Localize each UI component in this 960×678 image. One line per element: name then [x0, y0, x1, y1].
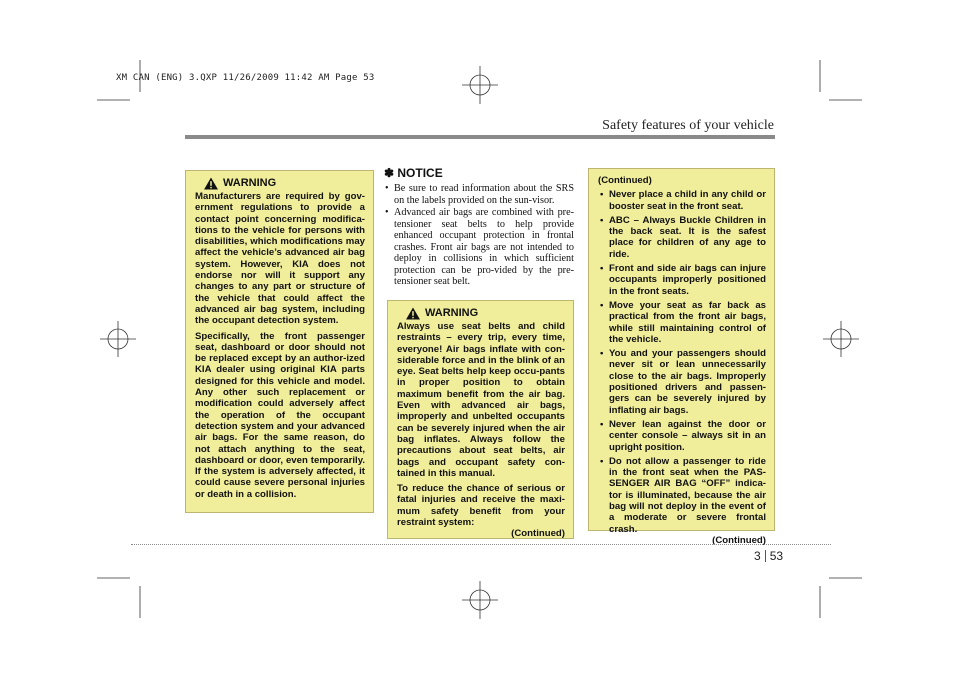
warning-box-left — [185, 170, 374, 513]
warning-list-item: • Never place a child in any child or booster seat in the front seat. — [598, 189, 766, 212]
warning-triangle-icon — [203, 177, 219, 190]
warning-list-item: • Front and side air bags can injure occupants improperly positioned in the front seats. — [598, 263, 766, 297]
notice-title: ✽ NOTICE — [384, 166, 443, 180]
chapter-number: 3 — [754, 549, 761, 563]
notice-item: • Be sure to read information about the SRS on the labels provided on the sun-visor. — [384, 183, 574, 206]
continued-label: (Continued) — [598, 175, 652, 186]
page-number — [754, 549, 783, 563]
registration-mark-icon — [462, 581, 498, 619]
warning-paragraph: Manufacturers are required by gov-ernment regulations to provide a contact point concerning modifica-tions to the vehicle for persons with disabilities, which modifications may affect the vehicle’s advanced air bag system. However, KIA does not endorse nor will it support any changes to any part or structure of the vehicle that could affect the advanced air bag system, including the occupant detection system. — [195, 191, 365, 327]
warning-list-item: • Never lean against the door or center console – always sit in an upright position. — [598, 419, 766, 453]
warning-list-item: • You and your passengers should never sit or lean unnecessarily close to the air bags. Improperly positioned drivers and passen-gers can be severely injured by inflating air bags. — [598, 348, 766, 416]
continued-label: (Continued) — [511, 528, 565, 540]
registration-mark-icon — [823, 321, 859, 357]
footer-rule — [131, 544, 831, 545]
warning-triangle-icon — [405, 307, 421, 320]
header-rule — [185, 135, 775, 139]
registration-mark-icon — [462, 66, 498, 104]
section-title: Safety features of your vehicle — [602, 118, 774, 133]
warning-heading — [203, 177, 365, 190]
page-number-value: 53 — [769, 549, 784, 563]
warning-title: WARNING — [223, 176, 277, 189]
registration-mark-icon — [100, 321, 136, 357]
warning-paragraph: To reduce the chance of serious or fatal injuries and receive the maxi-mum safety benefit from your restraint system: — [397, 483, 565, 529]
notice-item: • Advanced air bags are combined with pre-tensioner seat belts to help provide enhanced occupant protection in frontal crashes. Front air bags are not intended to deploy in collisions in which sufficient protection can be pro-vided by the pre-tensioner seat belt. — [384, 207, 574, 288]
notice-block — [384, 166, 574, 289]
warning-box-middle — [387, 300, 574, 539]
warning-paragraph: Specifically, the front passenger seat, dashboard or door should not be replaced except by an author-ized KIA dealer using original KIA parts designed for this vehicle and model. Any other such replacement or modification could adversely affect the operation of the occupant detection system and your advanced air bags. For the same reason, do not attach anything to the seat, dashboard or door, even temporarily. If the system is adversely affected, it could cause severe personal injuries or death in a collision. — [195, 330, 365, 500]
warning-title: WARNING — [425, 306, 479, 319]
continued-label: (Continued) — [712, 534, 766, 546]
warning-box-right — [588, 168, 775, 546]
page-number-divider — [765, 550, 766, 562]
print-slug: XM CAN (ENG) 3.QXP 11/26/2009 11:42 AM Page 53 — [116, 73, 375, 83]
warning-heading — [405, 307, 565, 320]
warning-paragraph: Always use seat belts and child restraints – every trip, every time, everyone! Air bags inflate with con-siderable force and in the blink of an eye. Seat belts help keep occu-pants in proper position to obtain maximum benefit from the air bag. Even with advanced air bags, improperly and unbelted occupants can be severely injured when the air bag inflates. Always follow the precautions about seat belts, air bags and occupant safety con-tained in this manual. — [397, 321, 565, 479]
warning-list-item: • ABC – Always Buckle Children in the back seat. It is the safest place for children of any age to ride. — [598, 215, 766, 260]
warning-list-item: • Do not allow a passenger to ride in the front seat when the PAS-SENGER AIR BAG “OFF” indica-tor is illuminated, because the air bag will not deploy in the event of a moderate or severe frontal crash. — [598, 456, 766, 535]
warning-list-item: • Move your seat as far back as practical from the front air bags, while still maintaining control of the vehicle. — [598, 300, 766, 345]
